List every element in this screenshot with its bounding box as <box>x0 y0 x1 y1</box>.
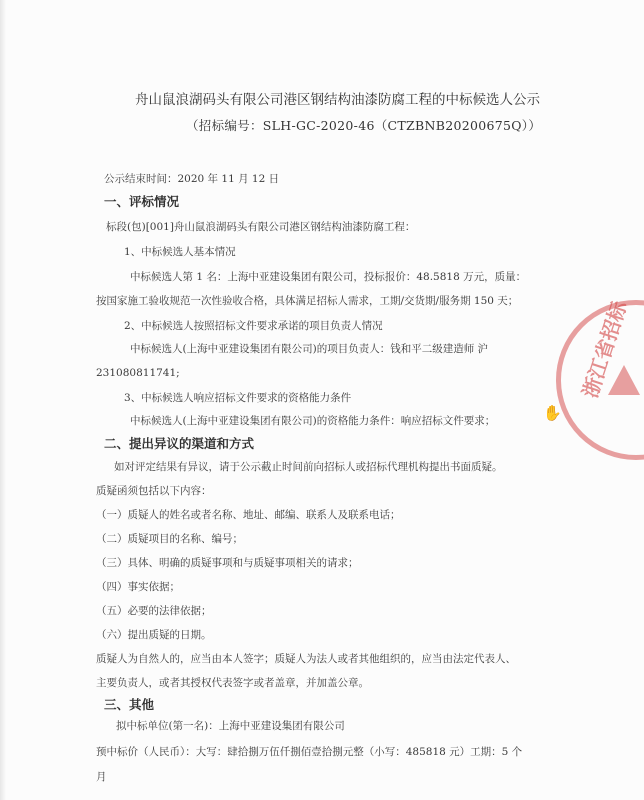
section-3-heading: 三、其他 <box>104 697 155 712</box>
objection-list-item: （一）质疑人的姓名或者名称、地址、邮编、联系人及联系电话； <box>96 509 401 521</box>
scan-edge-shadow <box>0 0 6 800</box>
section-1-intro: 标段(包)[001]舟山鼠浪湖码头有限公司港区钢结构油漆防腐工程： <box>106 221 416 233</box>
seal-text: 浙江省招标 <box>577 298 632 401</box>
section-3-line-3: 月 <box>96 771 107 783</box>
item-3-line-1: 中标候选人(上海中亚建设集团有限公司)的资格能力条件：响应招标文件要求； <box>130 415 496 427</box>
publicity-end-time: 公示结束时间：2020 年 11 月 12 日 <box>104 173 280 185</box>
item-1-title: 1、中标候选人基本情况 <box>124 246 236 258</box>
section-2-paragraph-2: 质疑函须包括以下内容： <box>96 485 212 497</box>
hand-cursor-icon: ✋ <box>543 404 562 422</box>
section-2-paragraph-3-line-1: 质疑人为自然人的，应当由本人签字；质疑人为法人或者其他组织的，应当由法定代表人、 <box>96 653 516 665</box>
section-3-line-2: 预中标价（人民币）：大写：肆拾捌万伍仟捌佰壹拾捌元整（小写：485818 元）工期：5 个 <box>96 746 523 758</box>
section-1-heading: 一、评标情况 <box>104 194 180 209</box>
document-title: 舟山鼠浪湖码头有限公司港区钢结构油漆防腐工程的中标候选人公示 <box>135 92 540 108</box>
item-2-line-2: 231080811741; <box>96 367 180 379</box>
item-3-title: 3、中标候选人响应招标文件要求的资格能力条件 <box>124 392 352 404</box>
section-2-paragraph-3-line-2: 主要负责人，或者其授权代表签字或者盖章，并加盖公章。 <box>96 677 369 689</box>
objection-list-item: （三）具体、明确的质疑事项和与质疑事项相关的请求； <box>96 557 359 569</box>
section-2-heading: 二、提出异议的渠道和方式 <box>104 436 255 451</box>
seal-star-icon <box>608 365 640 395</box>
section-3-line-1: 拟中标单位(第一名)：上海中亚建设集团有限公司 <box>116 720 345 732</box>
objection-list-item: （六）提出质疑的日期。 <box>96 629 212 641</box>
item-1-line-1: 中标候选人第 1 名：上海中亚建设集团有限公司，投标报价：48.5818 万元，质量： <box>130 271 527 283</box>
document-subtitle: （招标编号：SLH-GC-2020-46（CTZBNB20200675Q）） <box>186 118 542 133</box>
item-2-line-1: 中标候选人(上海中亚建设集团有限公司)的项目负责人：钱和平二级建造师 沪 <box>130 343 489 355</box>
objection-list-item: （二）质疑项目的名称、编号； <box>96 533 243 545</box>
objection-list-item: （四）事实依据； <box>96 581 180 593</box>
section-2-paragraph-1: 如对评定结果有异议，请于公示截止时间前向招标人或招标代理机构提出书面质疑。 <box>114 461 503 473</box>
objection-list-item: （五）必要的法律依据； <box>96 605 212 617</box>
item-1-line-2: 按国家施工验收规范一次性验收合格，具体满足招标人需求，工期/交货期/服务期 150 天； <box>96 295 519 307</box>
item-2-title: 2、中标候选人按照招标文件要求承诺的项目负责人情况 <box>124 320 383 332</box>
